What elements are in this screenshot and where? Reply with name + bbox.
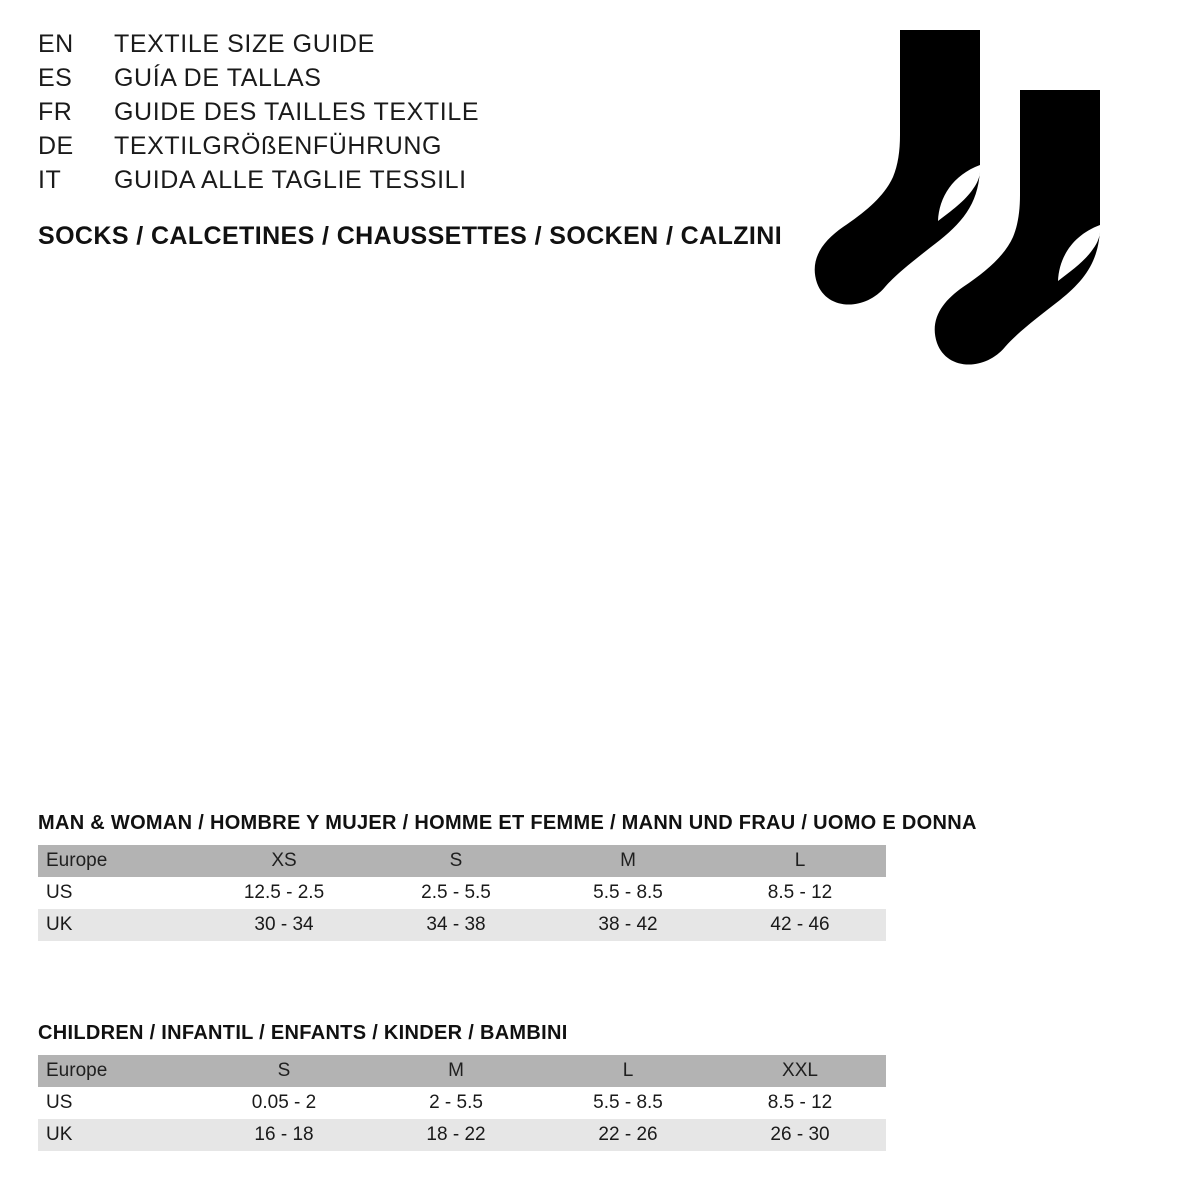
row-label: US <box>38 1087 198 1119</box>
language-row <box>38 166 798 195</box>
table-cell: 2 - 5.5 <box>370 1087 542 1119</box>
table-row <box>38 1119 968 1151</box>
row-label: US <box>38 877 198 909</box>
table-row <box>38 877 968 909</box>
row-label: UK <box>38 1119 198 1151</box>
table-cell: 12.5 - 2.5 <box>198 877 370 909</box>
language-title: GUÍA DE TALLAS <box>114 64 322 92</box>
column-header: M <box>542 845 714 877</box>
table-cell: 8.5 - 12 <box>714 877 886 909</box>
language-title: GUIDA ALLE TAGLIE TESSILI <box>114 166 467 194</box>
table-row <box>38 1087 968 1119</box>
column-header-spacer <box>886 1055 968 1087</box>
table-cell-spacer <box>886 877 968 909</box>
column-header: Europe <box>38 1055 198 1087</box>
table-cell: 30 - 34 <box>198 909 370 941</box>
table-cell-spacer <box>886 1087 968 1119</box>
column-header: L <box>542 1055 714 1087</box>
children-size-table-block <box>38 1022 968 1151</box>
table-cell-spacer <box>886 1119 968 1151</box>
language-code: ES <box>38 64 73 92</box>
table-cell: 5.5 - 8.5 <box>542 877 714 909</box>
table-header-row <box>38 1055 968 1087</box>
table-cell: 18 - 22 <box>370 1119 542 1151</box>
column-header: Europe <box>38 845 198 877</box>
column-header: S <box>370 845 542 877</box>
language-code: IT <box>38 166 62 194</box>
table-cell: 2.5 - 5.5 <box>370 877 542 909</box>
product-title: SOCKS / CALCETINES / CHAUSSETTES / SOCKEN / CALZINI <box>38 222 783 250</box>
column-header: S <box>198 1055 370 1087</box>
socks-icon <box>805 25 1135 365</box>
language-code: FR <box>38 98 73 126</box>
adult-size-table-block <box>38 812 977 941</box>
table-cell: 26 - 30 <box>714 1119 886 1151</box>
size-guide-header <box>38 30 798 251</box>
language-row <box>38 98 798 127</box>
row-label: UK <box>38 909 198 941</box>
table-caption: MAN & WOMAN / HOMBRE Y MUJER / HOMME ET FEMME / MANN UND FRAU / UOMO E DONNA <box>38 812 977 834</box>
table-cell: 22 - 26 <box>542 1119 714 1151</box>
column-header: M <box>370 1055 542 1087</box>
table-caption: CHILDREN / INFANTIL / ENFANTS / KINDER / BAMBINI <box>38 1022 568 1044</box>
column-header: XXL <box>714 1055 886 1087</box>
language-title: GUIDE DES TAILLES TEXTILE <box>114 98 480 126</box>
table-cell: 42 - 46 <box>714 909 886 941</box>
language-row <box>38 30 798 59</box>
table-cell: 34 - 38 <box>370 909 542 941</box>
table-cell: 38 - 42 <box>542 909 714 941</box>
table-cell: 0.05 - 2 <box>198 1087 370 1119</box>
language-row <box>38 132 798 161</box>
column-header: L <box>714 845 886 877</box>
language-code: DE <box>38 132 74 160</box>
language-title: TEXTILE SIZE GUIDE <box>114 30 375 58</box>
table-cell: 5.5 - 8.5 <box>542 1087 714 1119</box>
column-header: XS <box>198 845 370 877</box>
table-cell: 8.5 - 12 <box>714 1087 886 1119</box>
adult-size-table <box>38 845 968 941</box>
table-row <box>38 909 968 941</box>
table-header-row <box>38 845 968 877</box>
language-row <box>38 64 798 93</box>
language-code: EN <box>38 30 74 58</box>
children-size-table <box>38 1055 968 1151</box>
column-header-spacer <box>886 845 968 877</box>
table-cell: 16 - 18 <box>198 1119 370 1151</box>
table-cell-spacer <box>886 909 968 941</box>
language-title: TEXTILGRÖßENFÜHRUNG <box>114 132 443 160</box>
